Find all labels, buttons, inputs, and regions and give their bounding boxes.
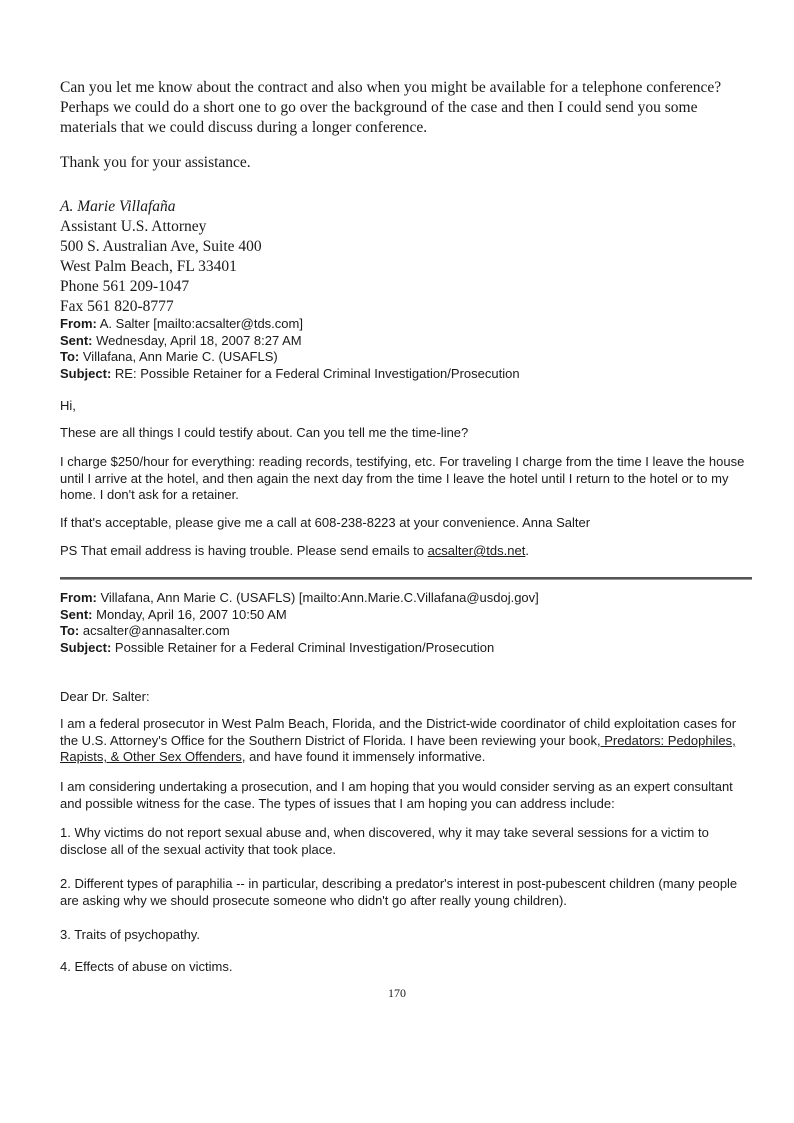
signature-fax: Fax 561 820-8777 — [60, 298, 174, 315]
email2-header — [60, 590, 754, 656]
email1-subject: RE: Possible Retainer for a Federal Criminal Investigation/Prosecution — [114, 365, 520, 381]
email2-subject-row — [60, 640, 754, 657]
email1-to-row — [60, 349, 754, 366]
email1-ps-email-link[interactable]: acsalter@tds.net — [427, 543, 526, 558]
email2-sent-row — [60, 607, 754, 624]
email2-p1-text: I am a federal prosecutor in West Palm Beach, Florida, and the District-wide coordinator of child exploitation cases for the U.S. Attorney's Office for the Southern District of Florida. I have been reviewing your book, — [60, 716, 737, 748]
email2-from: Villafana, Ann Marie C. (USAFLS) [mailto:Ann.Marie.C.Villafana@usdoj.gov] — [100, 590, 539, 605]
page-number: 170 — [388, 986, 406, 1000]
signature-address-1: 500 S. Australian Ave, Suite 400 — [60, 238, 262, 255]
sent-label: Sent: — [60, 332, 93, 348]
to-label: To: — [60, 349, 80, 364]
email1-to: Villafana, Ann Marie C. (USAFLS) — [82, 349, 278, 364]
intro-paragraph: Can you let me know about the contract and also when you might be available for a telephone conference? Perhaps we could do a short one to go over the background of the case and then I could send you some materials that we could discuss during a longer conference. — [60, 79, 722, 136]
email1-paragraph-2: I charge $250/hour for everything: reading records, testifying, etc. For traveling I charge from the time I leave the house until I arrive at the hotel, and then again the next day from the time I leave the hotel until I return to the hotel or to my home. I don't ask for a retainer. — [60, 454, 745, 502]
email-separator — [60, 577, 752, 580]
subject-label: Subject: — [60, 639, 112, 655]
to-label: To: — [60, 623, 80, 638]
from-label: From: — [60, 590, 97, 605]
signature-phone: Phone 561 209-1047 — [60, 278, 190, 295]
email1-ps — [60, 543, 529, 560]
book-title: Predators: Pedophiles, Rapists, & Other Sex Offenders — [60, 732, 736, 764]
email1-ps-suffix: . — [525, 543, 529, 558]
email1-ps-text: PS That email address is having trouble. Please send emails to — [60, 543, 428, 558]
email1-paragraph-1: These are all things I could testify about. Can you tell me the time-line? — [60, 425, 469, 440]
email2-paragraph-1 — [60, 716, 754, 766]
signature-block — [60, 197, 754, 317]
issue-item-2: 2. Different types of paraphilia -- in particular, describing a predator's interest in post-pubescent children (many people are asking why we should prosecute someone who didn't go after really young children). — [60, 876, 738, 908]
intro-section — [60, 78, 754, 138]
email1-header — [60, 316, 754, 382]
email2-paragraph-2: I am considering undertaking a prosecution, and I am hoping that you would consider serving as an expert consultant and possible witness for the case. The types of issues that I am hoping you can address include: — [60, 779, 733, 811]
email2-to: acsalter@annasalter.com — [82, 623, 230, 638]
issue-item-3: 3. Traits of psychopathy. — [60, 927, 200, 942]
issue-item-1: 1. Why victims do not report sexual abuse and, when discovered, why it may take several sessions for a victim to disclose all of the sexual activity that took place. — [60, 825, 709, 857]
email1-from-row — [60, 316, 754, 333]
thanks-line: Thank you for your assistance. — [60, 154, 251, 171]
email1-greeting: Hi, — [60, 398, 76, 413]
email2-greeting: Dear Dr. Salter: — [60, 689, 150, 704]
thanks-section — [60, 153, 754, 173]
from-label: From: — [60, 316, 97, 331]
subject-label: Subject: — [60, 365, 112, 381]
sent-label: Sent: — [60, 606, 93, 622]
signature-title: Assistant U.S. Attorney — [60, 218, 207, 235]
email2-subject: Possible Retainer for a Federal Criminal Investigation/Prosecution — [114, 639, 495, 655]
email2-p1-suffix: , and have found it immensely informative. — [241, 749, 486, 764]
email2-from-row — [60, 590, 754, 607]
email1-sent-row — [60, 333, 754, 350]
email1-sent: Wednesday, April 18, 2007 8:27 AM — [96, 332, 302, 348]
signature-name: A. Marie Villafaña — [60, 198, 176, 215]
issue-item-4: 4. Effects of abuse on victims. — [60, 959, 233, 974]
signature-address-2: West Palm Beach, FL 33401 — [60, 258, 237, 275]
email2-sent: Monday, April 16, 2007 10:50 AM — [96, 606, 287, 622]
email2-to-row — [60, 623, 754, 640]
email1-from: A. Salter [mailto:acsalter@tds.com] — [99, 316, 303, 331]
email1-subject-row — [60, 366, 754, 383]
email1-paragraph-3: If that's acceptable, please give me a call at 608-238-8223 at your convenience. Anna Salter — [60, 515, 591, 530]
